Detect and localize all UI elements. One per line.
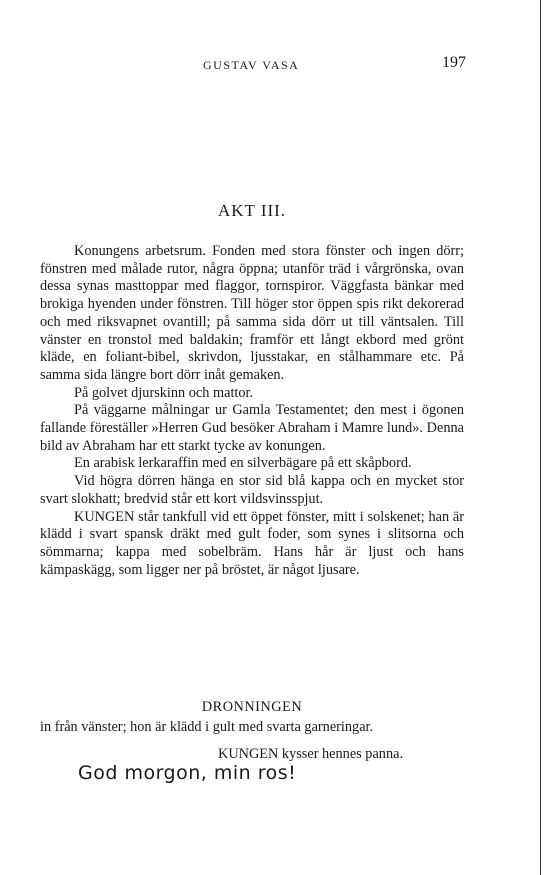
stage-paragraph-king: KUNGEN står tankfull vid ett öppet fönster, mitt i solskenet; han är klädd i svart spansk dräkt med gult foder, som synes i slitsorna och sömmarna; kappa med sobelbräm. Hans hår är ljust och hans kämpaskägg, som ligger ner på bröstet, är något ljusare. <box>40 508 464 578</box>
stage-paragraph-cloak: Vid högra dörren hänga en stor sid blå kappa och en mycket stor svart slokhatt; bredvid står ett kort vildsvinsspjut. <box>40 473 464 507</box>
page-edge-line <box>540 0 541 875</box>
act-heading: AKT III. <box>217 201 287 220</box>
stage-paragraph-floor: På golvet djurskinn och mattor. <box>74 384 254 401</box>
speaker-name: DRONNINGEN <box>201 699 303 715</box>
entrance-direction: in från vänster; hon är klädd i gult med svarta garneringar. <box>40 719 374 735</box>
action-direction: KUNGEN kysser hennes panna. <box>218 746 404 762</box>
spoken-line: God morgon, min ros! <box>78 762 297 784</box>
stage-paragraph-carafe: En arabisk lerkaraffin med en silverbägare på ett skåpbord. <box>74 455 412 472</box>
stage-paragraph-setting: Konungens arbetsrum. Fonden med stora fönster och ingen dörr; fönstren med målade rutor, några öppna; utanför träd i vårgrönska, ovan dessa synas masttoppar med flaggor, tornspiror. Väggfasta bänkar med brokiga hyenden under fönstren. Till höger stor öppen spis rikt dekorerad och med riksvapnet ovantill; på samma sida dörr ut till väntsalen. Till vänster en tronstol med baldakin; framför ett långt ekbord med grönt kläde, en foliant-bibel, skrivdon, ljusstakar, en stålhammare etc. På samma sida längre bort dörr inåt gemaken. <box>40 243 464 383</box>
running-title: GUSTAV VASA <box>203 58 300 72</box>
running-header <box>0 54 544 77</box>
stage-paragraph-paintings: På väggarne målningar ur Gamla Testamentet; den mest i ögonen fallande föreställer »Herren Gud besöker Abraham i Mamre lund». Denna bild av Abraham har ett starkt tycke av konungen. <box>40 402 464 454</box>
stage-directions <box>40 243 464 579</box>
page-number: 197 <box>442 54 466 71</box>
